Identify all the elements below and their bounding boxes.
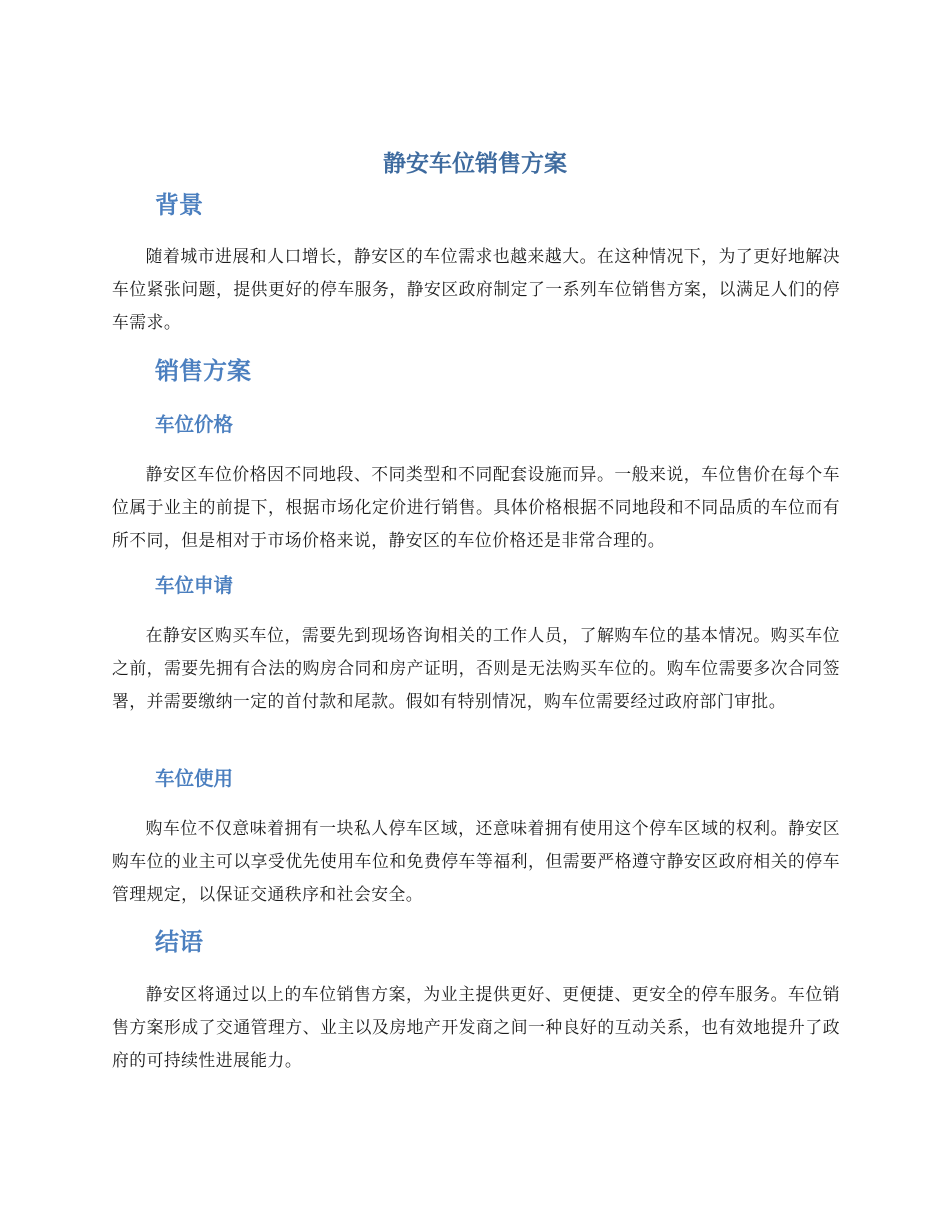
paragraph-application: 在静安区购买车位，需要先到现场咨询相关的工作人员，了解购车位的基本情况。购买车位之前，需要先拥有合法的购房合同和房产证明，否则是无法购买车位的。购车位需要多次合同签署，并需要缴纳一定的首付款和尾款。假如有特别情况，购车位需要经过政府部门审批。	[112, 625, 840, 711]
heading-application: 车位申请	[155, 574, 234, 597]
document-title: 静安车位销售方案	[383, 151, 567, 177]
paragraph-conclusion: 静安区将通过以上的车位销售方案，为业主提供更好、更便捷、更安全的停车服务。车位销售方案形成了交通管理方、业主以及房地产开发商之间一种良好的互动关系，也有效地提升了政府的可持续性进展能力。	[112, 984, 840, 1070]
heading-background: 背景	[155, 191, 203, 219]
heading-usage: 车位使用	[155, 767, 234, 790]
paragraph-background: 随着城市进展和人口增长，静安区的车位需求也越来越大。在这种情况下，为了更好地解决车位紧张问题，提供更好的停车服务，静安区政府制定了一系列车位销售方案，以满足人们的停车需求。	[112, 246, 840, 332]
heading-price: 车位价格	[155, 413, 234, 436]
heading-sales-plan: 销售方案	[155, 357, 251, 385]
paragraph-usage: 购车位不仅意味着拥有一块私人停车区域，还意味着拥有使用这个停车区域的权利。静安区购车位的业主可以享受优先使用车位和免费停车等福利，但需要严格遵守静安区政府相关的停车管理规定，以保证交通秩序和社会安全。	[112, 818, 840, 904]
paragraph-price: 静安区车位价格因不同地段、不同类型和不同配套设施而异。一般来说，车位售价在每个车位属于业主的前提下，根据市场化定价进行销售。具体价格根据不同地段和不同品质的车位而有所不同，但是相对于市场价格来说，静安区的车位价格还是非常合理的。	[112, 464, 840, 550]
heading-conclusion: 结语	[155, 928, 203, 956]
